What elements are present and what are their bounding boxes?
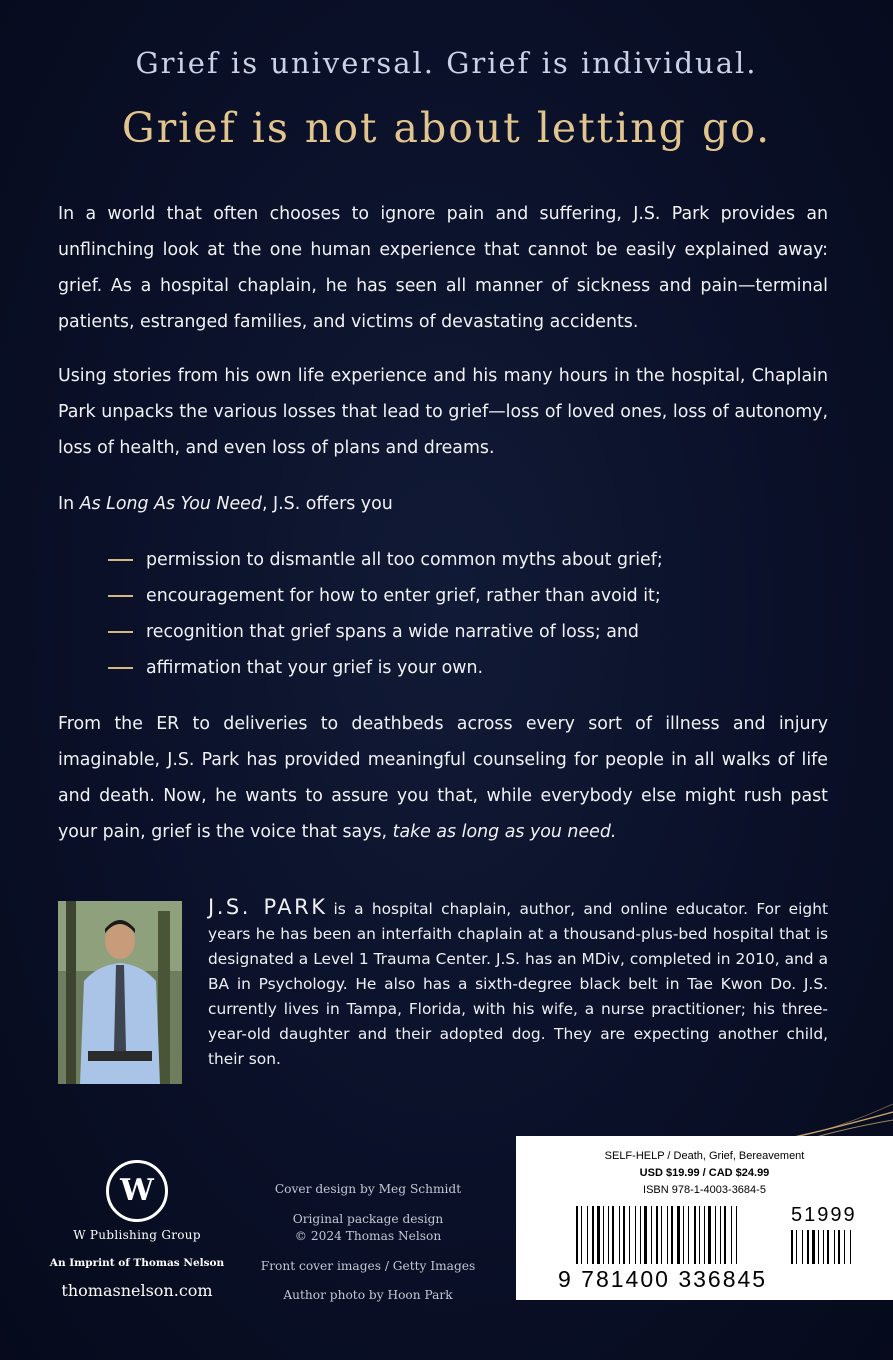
barcode-bars	[576, 1206, 876, 1268]
barcode-bar	[619, 1206, 620, 1264]
dash-icon	[108, 595, 133, 597]
barcode-panel	[516, 1136, 893, 1300]
barcode-bar	[720, 1206, 721, 1264]
barcode-bar	[677, 1206, 680, 1264]
barcode-bar	[683, 1206, 684, 1264]
closing-text: From the ER to deliveries to deathbeds across every sort of illness and injury imaginable, J.S. Park has provided meaningful counseling for people in all walks of life and death. Now, he wants to assure you that, while everybody else might rush past your pain, grief is the voice that says,	[58, 714, 828, 842]
author-photo-illustration	[58, 901, 182, 1084]
barcode-isbn: ISBN 978-1-4003-3684-5	[643, 1184, 766, 1196]
price-barcode-bar	[834, 1230, 835, 1264]
book-title: As Long As You Need	[79, 494, 262, 514]
list-item	[108, 578, 808, 614]
author-bio	[208, 895, 828, 1072]
dash-icon	[108, 631, 133, 633]
barcode-bar	[715, 1206, 716, 1264]
barcode-bar	[597, 1206, 600, 1264]
credit-author-photo: Author photo by Hoon Park	[283, 1288, 453, 1302]
price-barcode-bar	[844, 1230, 845, 1264]
closing-italic: take as long as you need.	[392, 822, 617, 842]
publisher-logo-letter: W	[120, 1173, 154, 1208]
price-barcode-bar	[818, 1230, 819, 1264]
barcode-bar	[576, 1206, 578, 1264]
offer-prefix: In	[58, 494, 80, 514]
barcode-bar	[644, 1206, 647, 1264]
dash-icon	[108, 559, 133, 561]
publisher-name: W Publishing Group	[73, 1228, 201, 1242]
barcode-bar	[629, 1206, 630, 1264]
barcode-bar	[704, 1206, 705, 1264]
list-item-text: permission to dismantle all too common myths about grief;	[146, 550, 663, 570]
offer-suffix: , J.S. offers you	[261, 494, 393, 514]
author-photo	[58, 901, 182, 1084]
barcode-bar	[587, 1206, 588, 1264]
list-item-text: encouragement for how to enter grief, rather than avoid it;	[146, 586, 661, 606]
tagline-line-2: Grief is not about letting go.	[121, 104, 772, 152]
barcode-bar	[608, 1206, 609, 1264]
price-barcode-bar	[827, 1230, 829, 1264]
barcode-bar	[656, 1206, 658, 1264]
credit-images: Front cover images / Getty Images	[260, 1259, 476, 1273]
author-name: J.S. PARK	[208, 895, 328, 919]
barcode-bar	[603, 1206, 604, 1264]
credit-cover-design: Cover design by Meg Schmidt	[274, 1182, 462, 1196]
offer-list	[108, 542, 808, 686]
barcode-ean: 9 781400 336845	[558, 1266, 768, 1292]
barcode-bar	[736, 1206, 737, 1264]
credit-copyright: © 2024 Thomas Nelson	[294, 1229, 442, 1243]
barcode-bar	[688, 1206, 689, 1264]
intro-paragraph: In a world that often chooses to ignore pain and suffering, J.S. Park provides an unflinching look at the one human experience that cannot be easily explained away: grief. As a hospital chaplain, he has seen all manner of sickness and pain—terminal patients, estranged families, and victims of devastating accidents.	[58, 204, 828, 332]
barcode-bar	[640, 1206, 641, 1264]
barcode-bar	[699, 1206, 700, 1264]
price-barcode-bar	[802, 1230, 803, 1264]
tagline-line-1: Grief is universal. Grief is individual.	[135, 46, 758, 80]
price-barcode-bar	[796, 1230, 797, 1264]
barcode-bar	[667, 1206, 668, 1264]
barcode-price: USD $19.99 / CAD $24.99	[639, 1167, 770, 1179]
list-item	[108, 614, 808, 650]
losses-paragraph: Using stories from his own life experience and his many hours in the hospital, Chaplain Park unpacks the various losses that lead to grief—loss of loved ones, loss of autonomy, loss of health, and even loss of plans and dreams.	[58, 366, 828, 458]
price-barcode-bar	[812, 1230, 815, 1264]
closing-paragraph	[58, 706, 828, 850]
list-item	[108, 542, 808, 578]
price-barcode-bar	[850, 1230, 851, 1264]
offer-line	[58, 486, 828, 522]
barcode-bar	[581, 1206, 582, 1264]
list-item-text: affirmation that your grief is your own.	[146, 658, 484, 678]
publisher-imprint: An Imprint of Thomas Nelson	[49, 1257, 225, 1269]
barcode-bar	[623, 1206, 625, 1264]
list-item-text: recognition that grief spans a wide narrative of loss; and	[146, 622, 639, 642]
barcode-bar	[731, 1206, 732, 1264]
barcode-price-code: 51999	[791, 1204, 857, 1226]
barcode-bar	[612, 1206, 614, 1264]
barcode-bar	[635, 1206, 636, 1264]
price-barcode-bar	[823, 1230, 824, 1264]
price-barcode-bar	[807, 1230, 809, 1264]
barcode-bar	[661, 1206, 662, 1264]
dash-icon	[108, 667, 133, 669]
list-item	[108, 650, 808, 686]
author-bio-text: is a hospital chaplain, author, and online educator. For eight years he has been an interfaith chaplain at a thousand-plus-bed hospital that is designated a Level 1 Trauma Center. J.S. has an MDiv, completed in 2010, and a BA in Psychology. He also has a sixth-degree black belt in Tae Kwon Do. J.S. currently lives in Tampa, Florida, with his wife, a nurse practitioner; his three-year-old daughter and their adopted dog. They are expecting another child, their son.	[208, 900, 828, 1068]
price-barcode-bar	[838, 1230, 840, 1264]
barcode-bar	[694, 1206, 696, 1264]
barcode-bar	[671, 1206, 673, 1264]
credit-package-design: Original package design	[292, 1212, 444, 1226]
barcode-bar	[592, 1206, 594, 1264]
barcode-category: SELF-HELP / Death, Grief, Bereavement	[604, 1150, 805, 1162]
barcode-bar	[724, 1206, 726, 1264]
price-barcode-bar	[791, 1230, 793, 1264]
barcode-bar	[708, 1206, 711, 1264]
barcode-bar	[651, 1206, 652, 1264]
publisher-website[interactable]: thomasnelson.com	[61, 1281, 213, 1300]
